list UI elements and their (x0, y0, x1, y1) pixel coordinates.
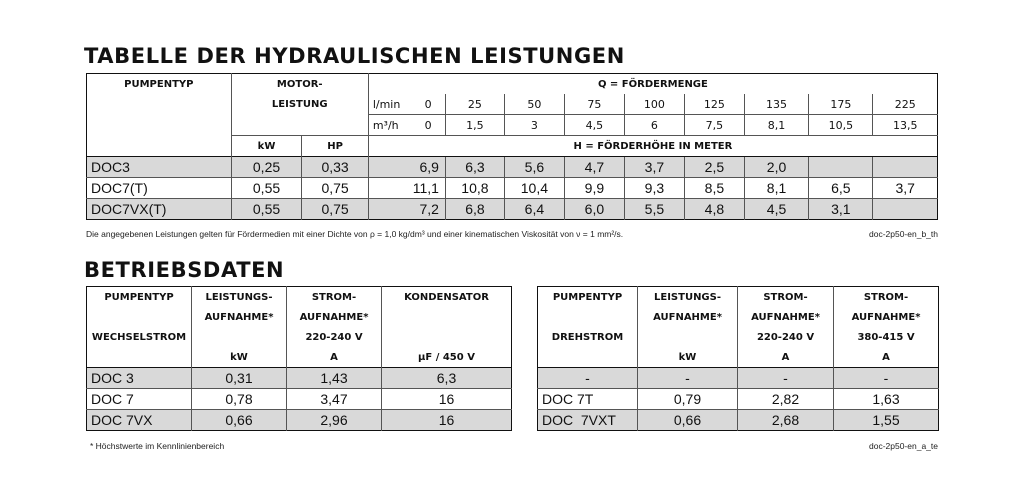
flow-lmin-7: 175 (809, 94, 873, 115)
table-row (87, 410, 512, 431)
header-current-1: STROM- (738, 287, 834, 308)
header-flow-rate: Q = FÖRDERMENGE (368, 74, 937, 95)
capacitor-value: 6,3 (382, 368, 512, 389)
header-motor-2: LEISTUNG (231, 94, 368, 115)
pump-type: DOC 7T (538, 389, 638, 410)
power-value: 0,79 (638, 389, 738, 410)
header-current: STROM- (287, 287, 382, 308)
capacitor-value: 16 (382, 389, 512, 410)
power-value: 0,66 (192, 410, 287, 431)
power-value: 0,31 (192, 368, 287, 389)
current-2-value: 1,55 (834, 410, 939, 431)
header-pump-type: PUMPENTYP (104, 291, 174, 303)
current-2-value: - (834, 368, 939, 389)
header-current-type: DREHSTROM (551, 331, 624, 343)
header-pump-type: PUMPENTYP (552, 291, 623, 303)
header-current-2-2: AUFNAHME* (834, 307, 939, 327)
head-value: 4,7 (564, 157, 624, 178)
hydraulic-table-title: TABELLE DER HYDRAULISCHEN LEISTUNGEN (84, 44, 625, 68)
head-value: 8,1 (744, 178, 808, 199)
head-value: 6,9 (368, 157, 445, 178)
header-current-unit: A (287, 347, 382, 368)
head-value: 9,3 (624, 178, 684, 199)
flow-m3h-3: 4,5 (564, 115, 624, 136)
capacitor-value: 16 (382, 410, 512, 431)
current-1-value: 2,82 (738, 389, 834, 410)
head-value: 9,9 (564, 178, 624, 199)
flow-m3h-7: 10,5 (809, 115, 873, 136)
power-value: 0,78 (192, 389, 287, 410)
flow-m3h-2: 3 (504, 115, 564, 136)
hydraulic-code: doc-2p50-en_b_th (868, 229, 938, 239)
header-capacitor-unit: µF / 450 V (382, 347, 512, 368)
head-value: 4,8 (684, 199, 744, 220)
header-motor-1: MOTOR- (231, 74, 368, 95)
head-value (809, 157, 873, 178)
header-power: LEISTUNGS- (192, 287, 287, 308)
header-hp: HP (302, 136, 368, 157)
head-value: 5,6 (504, 157, 564, 178)
table-row (87, 178, 938, 199)
pump-type: DOC7VX(T) (87, 199, 232, 220)
table-row (87, 157, 938, 178)
head-value: 6,5 (809, 178, 873, 199)
single-phase-table (86, 286, 512, 431)
head-value: 11,1 (368, 178, 445, 199)
current-1-value: 2,68 (738, 410, 834, 431)
flow-lmin-3: 75 (564, 94, 624, 115)
header-power-unit: kW (638, 347, 738, 368)
head-value: 3,7 (873, 178, 938, 199)
head-value: 7,2 (368, 199, 445, 220)
current-value: 1,43 (287, 368, 382, 389)
header-voltage-2: 380-415 V (834, 327, 939, 347)
current-value: 2,96 (287, 410, 382, 431)
motor-kw: 0,25 (231, 157, 302, 178)
pump-type: DOC 7 (87, 389, 192, 410)
power-value: 0,66 (638, 410, 738, 431)
header-current-2: AUFNAHME* (287, 307, 382, 327)
operation-code: doc-2p50-en_a_te (868, 441, 938, 451)
header-head: H = FÖRDERHÖHE IN METER (368, 136, 937, 157)
header-capacitor: KONDENSATOR (382, 287, 512, 308)
motor-hp: 0,33 (302, 157, 368, 178)
head-value: 10,4 (504, 178, 564, 199)
head-value: 4,5 (744, 199, 808, 220)
head-value: 3,1 (809, 199, 873, 220)
head-value: 6,3 (445, 157, 504, 178)
header-current-2: STROM- (834, 287, 939, 308)
operation-data-title: BETRIEBSDATEN (84, 258, 285, 282)
head-value: 10,8 (445, 178, 504, 199)
head-value: 2,0 (744, 157, 808, 178)
three-phase-table (537, 286, 939, 431)
flow-lmin-1: 25 (445, 94, 504, 115)
flow-lmin-8: 225 (873, 94, 938, 115)
table-row (87, 389, 512, 410)
head-value (873, 157, 938, 178)
power-value: - (638, 368, 738, 389)
header-current-1-unit: A (738, 347, 834, 368)
flow-m3h-5: 7,5 (684, 115, 744, 136)
header-pump-type: PUMPENTYP (124, 78, 194, 90)
flow-m3h-8: 13,5 (873, 115, 938, 136)
hydraulic-footnote: Die angegebenen Leistungen gelten für Fördermedien mit einer Dichte von ρ = 1,0 kg/dm³ und einer kinematischen Viskosität von ν = 1 mm²/s. (86, 229, 624, 239)
head-value (873, 199, 938, 220)
flow-m3h-4: 6 (624, 115, 684, 136)
flow-lmin-2: 50 (504, 94, 564, 115)
flow-m3h-1: 1,5 (445, 115, 504, 136)
pump-type: - (538, 368, 638, 389)
head-value: 2,5 (684, 157, 744, 178)
current-1-value: - (738, 368, 834, 389)
header-power-2: AUFNAHME* (192, 307, 287, 327)
head-value: 6,0 (564, 199, 624, 220)
motor-hp: 0,75 (302, 178, 368, 199)
header-current-1-2: AUFNAHME* (738, 307, 834, 327)
unit-lmin: l/min (368, 94, 411, 115)
pump-type: DOC 7VXT (538, 410, 638, 431)
current-2-value: 1,63 (834, 389, 939, 410)
header-power: LEISTUNGS- (638, 287, 738, 308)
operation-footnote: * Höchstwerte im Kennlinienbereich (90, 441, 225, 451)
header-power-2: AUFNAHME* (638, 307, 738, 327)
header-voltage-1: 220-240 V (738, 327, 834, 347)
table-row (538, 410, 939, 431)
pump-type: DOC 3 (87, 368, 192, 389)
head-value: 5,5 (624, 199, 684, 220)
motor-hp: 0,75 (302, 199, 368, 220)
header-current-2-unit: A (834, 347, 939, 368)
pump-type: DOC 7VX (87, 410, 192, 431)
pump-type: DOC3 (87, 157, 232, 178)
flow-m3h-6: 8,1 (744, 115, 808, 136)
header-kw: kW (231, 136, 302, 157)
motor-kw: 0,55 (231, 178, 302, 199)
unit-m3h: m³/h (368, 115, 411, 136)
header-voltage: 220-240 V (287, 327, 382, 347)
header-power-unit: kW (192, 347, 287, 368)
header-current-type: WECHSELSTROM (91, 331, 187, 343)
flow-lmin-5: 125 (684, 94, 744, 115)
table-row (87, 199, 938, 220)
head-value: 6,4 (504, 199, 564, 220)
motor-kw: 0,55 (231, 199, 302, 220)
flow-lmin-0: 0 (424, 97, 432, 111)
pump-type: DOC7(T) (87, 178, 232, 199)
hydraulic-performance-table (86, 73, 938, 220)
head-value: 3,7 (624, 157, 684, 178)
head-value: 6,8 (445, 199, 504, 220)
flow-lmin-6: 135 (744, 94, 808, 115)
table-row (87, 368, 512, 389)
current-value: 3,47 (287, 389, 382, 410)
flow-lmin-4: 100 (624, 94, 684, 115)
head-value: 8,5 (684, 178, 744, 199)
table-row (538, 368, 939, 389)
table-row (538, 389, 939, 410)
flow-m3h-0: 0 (411, 115, 445, 136)
